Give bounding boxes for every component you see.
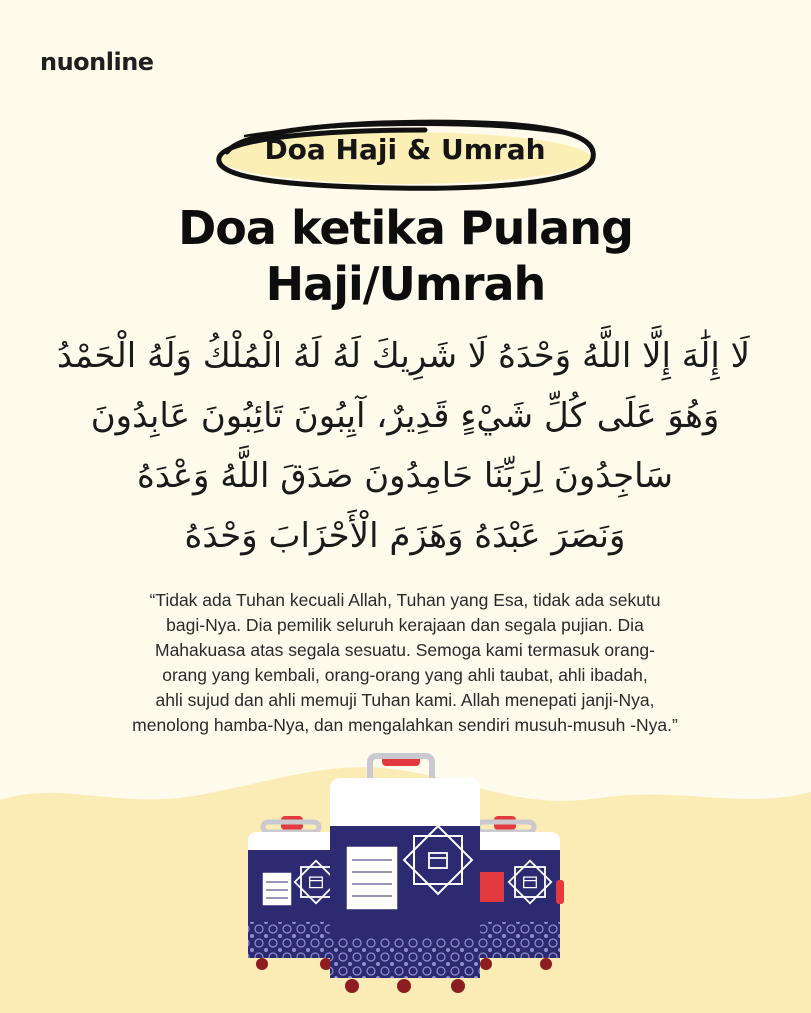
arabic-line: سَاجِدُونَ لِرَبِّنَا حَامِدُونَ صَدَقَ اللَّهُ وَعْدَهُ	[137, 456, 673, 496]
title-line: Haji/Umrah	[265, 257, 546, 311]
translation-line: menolong hamba-Nya, dan mengalahkan sendiri musuh-musuh -Nya.”	[132, 715, 678, 735]
luggage-scene	[0, 740, 811, 1013]
translation-line: orang yang kembali, orang-orang yang ahli taubat, ahli ibadah,	[162, 665, 648, 685]
arabic-line: وَهُوَ عَلَى كُلِّ شَيْءٍ قَدِيرٌ، آيِبُونَ تَائِبُونَ عَابِدُونَ	[90, 396, 720, 436]
octagram-icon	[509, 861, 551, 903]
arabic-line: لَا إِلَٰهَ إِلَّا اللَّهُ وَحْدَهُ لَا شَرِيكَ لَهُ لَهُ الْمُلْكُ وَلَهُ الْحَمْدُ	[56, 336, 750, 376]
badge-label: Doa Haji & Umrah	[264, 133, 546, 166]
category-badge	[205, 118, 605, 194]
translation-line: “Tidak ada Tuhan kecuali Allah, Tuhan yang Esa, tidak ada sekutu	[149, 590, 661, 610]
brand-logo: nuonline	[40, 48, 154, 76]
suitcase-left	[248, 816, 338, 970]
kaaba-icon	[429, 853, 447, 868]
prayer-translation	[60, 588, 750, 738]
arabic-prayer	[56, 326, 750, 566]
translation-line: Mahakuasa atas segala sesuatu. Semoga kami termasuk orang-	[155, 640, 655, 660]
suitcase-right	[472, 816, 564, 970]
arabic-line: وَنَصَرَ عَبْدَهُ وَهَزَمَ الْأَحْزَابَ وَحْدَهُ	[184, 516, 626, 556]
kaaba-icon	[310, 877, 323, 888]
translation-line: bagi-Nya. Dia pemilik seluruh kerajaan dan segala pujian. Dia	[166, 615, 644, 635]
title-line: Doa ketika Pulang	[178, 201, 633, 255]
translation-line: ahli sujud dan ahli memuji Tuhan kami. Allah menepati janji-Nya,	[155, 690, 655, 710]
page-title	[0, 200, 811, 312]
octagram-icon	[404, 826, 472, 894]
kaaba-icon	[524, 877, 537, 888]
suitcase-center	[330, 754, 480, 993]
